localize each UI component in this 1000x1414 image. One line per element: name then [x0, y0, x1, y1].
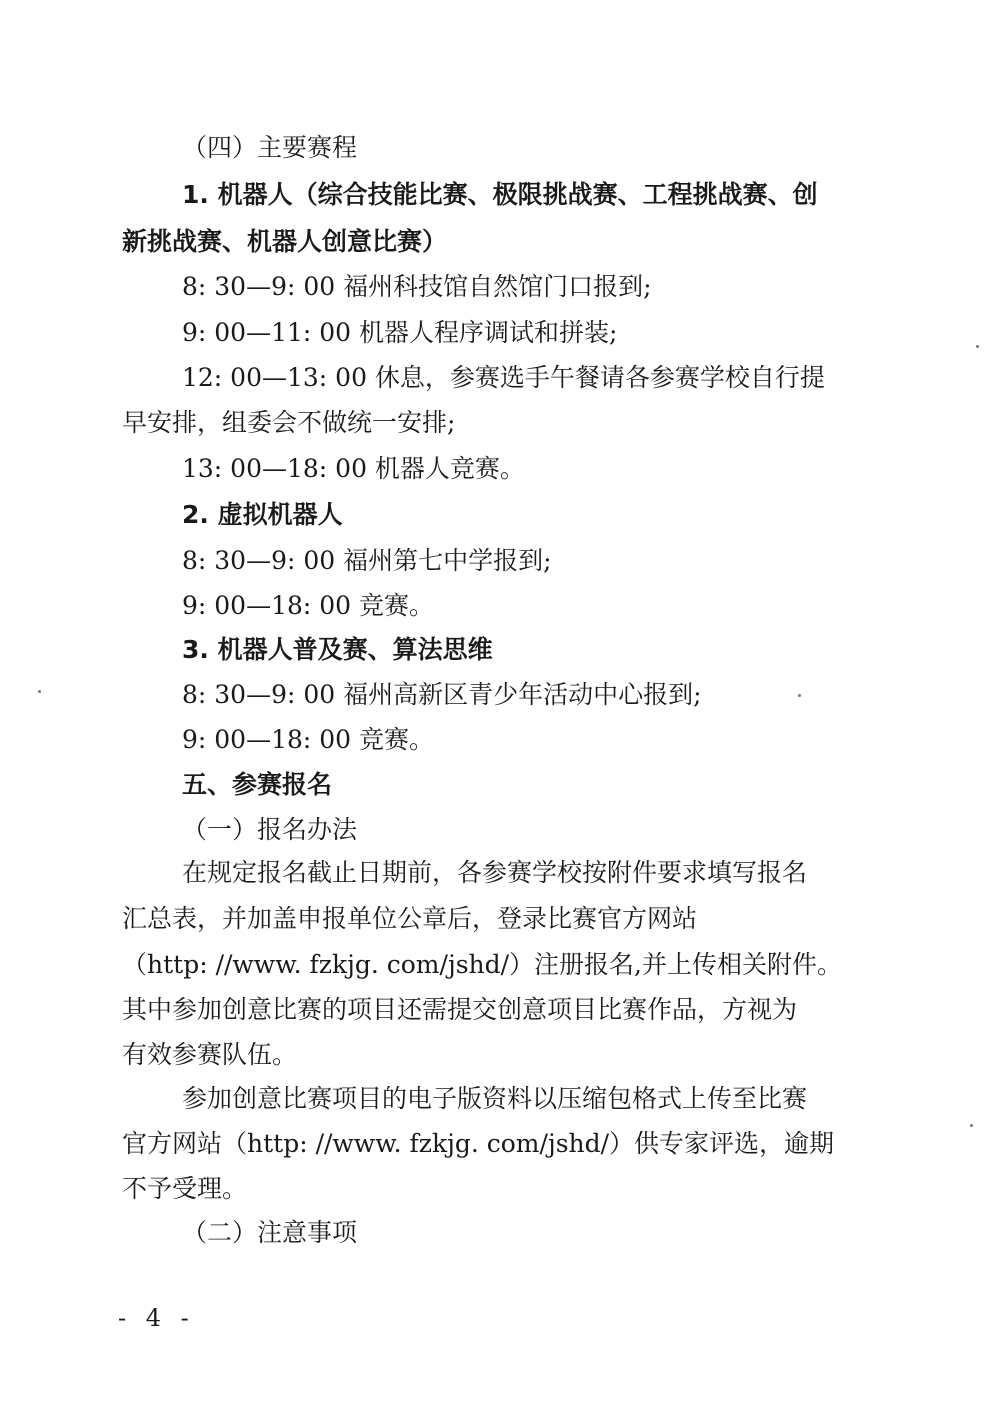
virtual-item-competition: 9: 00—18: 00 竞赛。	[182, 591, 435, 620]
page-number: - 4 -	[118, 1304, 195, 1332]
scan-speck	[976, 345, 979, 348]
robot-item-checkin: 8: 30—9: 00 福州科技馆自然馆门口报到;	[182, 272, 652, 301]
method-p1-line1: 在规定报名截止日期前，各参赛学校按附件要求填写报名	[182, 858, 808, 887]
popular-item-checkin: 8: 30—9: 00 福州高新区青少年活动中心报到;	[182, 680, 702, 709]
robot-title-line2: 新挑战赛、机器人创意比赛）	[122, 227, 448, 256]
scan-speck	[38, 690, 41, 693]
robot-item-rest-line1: 12: 00—13: 00 休息，参赛选手午餐请各参赛学校自行提	[182, 363, 825, 392]
robot-item-debug: 9: 00—11: 00 机器人程序调试和拼装;	[182, 318, 618, 347]
robot-item-rest-line2: 早安排，组委会不做统一安排;	[122, 408, 456, 437]
subheading-notes: （二）注意事项	[182, 1218, 358, 1247]
section-heading-registration: 五、参赛报名	[182, 770, 333, 799]
method-p2-line3: 不予受理。	[122, 1174, 248, 1203]
popular-title: 3. 机器人普及赛、算法思维	[182, 635, 493, 664]
scan-speck	[798, 694, 801, 697]
method-p1-line2: 汇总表，并加盖申报单位公章后，登录比赛官方网站	[122, 904, 698, 933]
robot-title-line1: 1. 机器人（综合技能比赛、极限挑战赛、工程挑战赛、创	[182, 180, 818, 209]
virtual-item-checkin: 8: 30—9: 00 福州第七中学报到;	[182, 546, 552, 575]
scan-speck	[970, 1124, 973, 1127]
method-p1-line3: （http: //www. fzkjg. com/jshd/）注册报名,并上传相关附件。	[122, 950, 842, 979]
method-p2-line2: 官方网站（http: //www. fzkjg. com/jshd/）供专家评选，逾期	[122, 1129, 835, 1158]
virtual-robot-title: 2. 虚拟机器人	[182, 500, 343, 529]
section-heading-schedule: （四）主要赛程	[182, 133, 358, 162]
subheading-method: （一）报名办法	[182, 815, 358, 844]
method-p1-line5: 有效参赛队伍。	[122, 1040, 298, 1069]
method-p1-line4: 其中参加创意比赛的项目还需提交创意项目比赛作品，方视为	[122, 995, 798, 1024]
method-p2-line1: 参加创意比赛项目的电子版资料以压缩包格式上传至比赛	[182, 1084, 808, 1113]
popular-item-competition: 9: 00—18: 00 竞赛。	[182, 725, 435, 754]
robot-item-competition: 13: 00—18: 00 机器人竞赛。	[182, 454, 525, 483]
